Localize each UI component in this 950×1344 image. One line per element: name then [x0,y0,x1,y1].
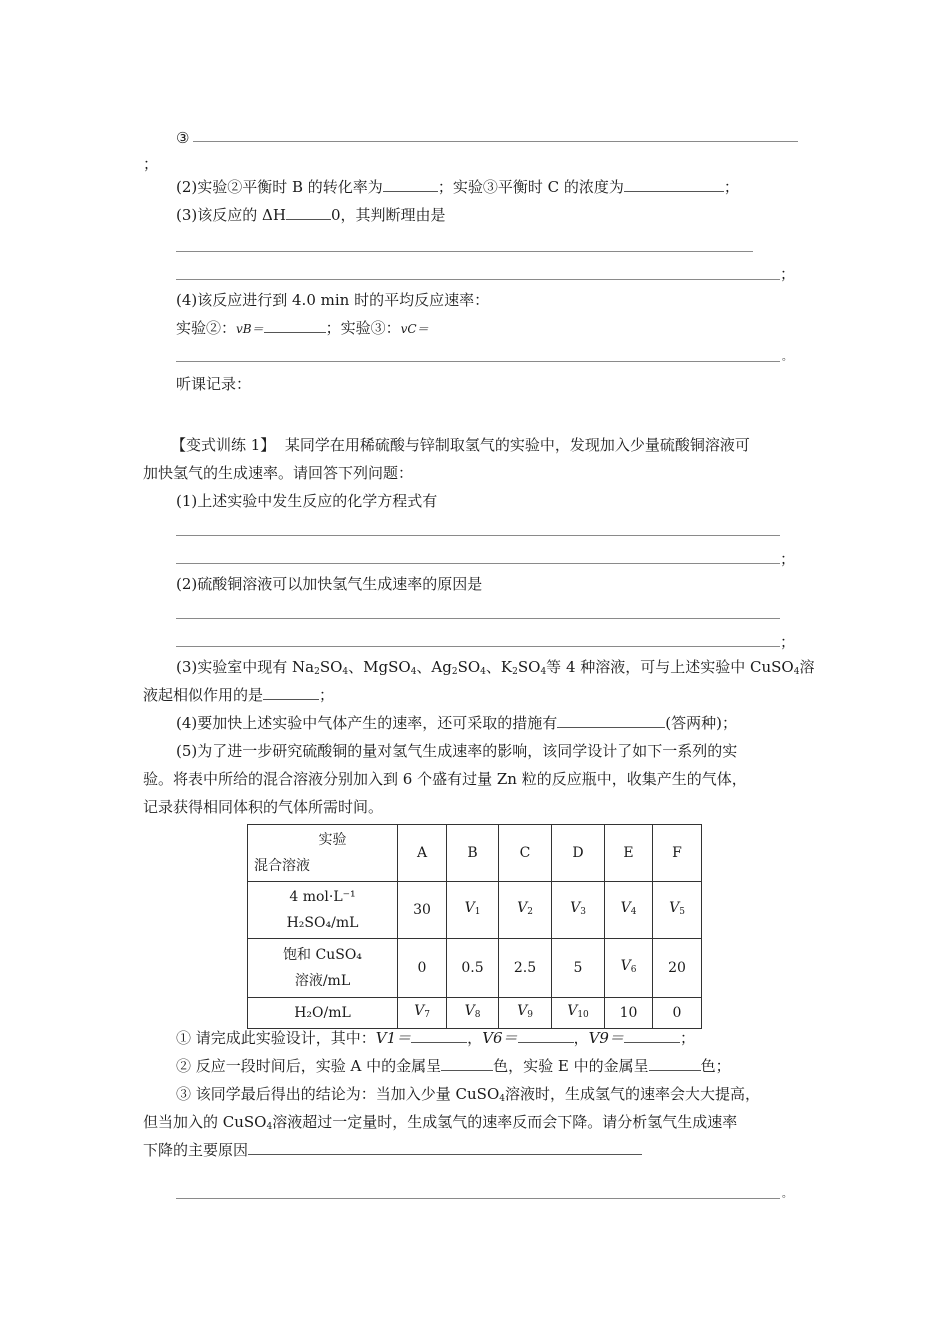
variant-intro-line2: 加快氢气的生成速率。请回答下列问题： [143,464,414,482]
question-4-title: (4)该反应进行到 4.0 min 时的平均反应速率： [176,291,490,309]
table-cell: 0.5 [447,939,499,998]
variable-index: 1 [474,907,481,917]
semicolon: ； [780,265,796,283]
table-corner-cell [248,825,398,882]
variant-q3-line2 [143,685,334,705]
text-fragment: 、Ag [416,658,452,676]
subquestion-3-line2 [143,1112,737,1137]
text-fragment: ② 反应一段时间后，实验 A 中的金属呈 [176,1057,442,1075]
answer-line[interactable] [176,279,780,280]
text-fragment: 液起相似作用的是 [143,686,264,704]
column-header: D [552,825,605,882]
subquestion-2 [176,1056,731,1076]
vB-label: vB＝ [236,322,264,336]
q2-prefix: (2)实验②平衡时 B 的转化率为 [176,178,383,196]
answer-line[interactable] [176,1198,780,1199]
subscript: 2 [512,667,518,677]
corner-top-label: 实验 [318,832,347,848]
answer-blank[interactable] [441,1056,493,1071]
subquestion-3-line3 [143,1140,642,1160]
answer-line[interactable] [193,141,798,142]
answer-blank[interactable] [518,1028,574,1043]
table-cell: 0 [398,939,447,998]
table-row [248,882,702,939]
answer-blank[interactable] [624,1028,680,1043]
q2-end: ； [723,178,739,196]
answer-blank[interactable] [264,318,326,333]
answer-blank[interactable] [649,1056,701,1071]
subscript: 4 [410,667,417,677]
variable-index: 10 [577,1010,589,1020]
q3-prefix: (3)该反应的 ΔH [176,206,286,224]
answer-blank[interactable] [624,177,724,192]
text-fragment: ③ 该同学最后得出的结论为：当加入少量 CuSO [176,1085,500,1103]
variable-symbol: V [464,900,475,916]
variable-symbol: V [669,900,680,916]
period: 。 [782,1189,792,1200]
table-cell [552,882,605,939]
answer-blank[interactable] [286,205,331,220]
q4-mid: ；实验③： [325,319,401,337]
table-cell [552,998,605,1029]
variant-q5-line3: 记录获得相同体积的气体所需时间。 [143,798,384,816]
variable-symbol: V [567,1003,578,1019]
variant-q4 [176,713,737,733]
variable-index: 7 [424,1010,430,1020]
table-cell: 20 [653,939,702,998]
notes-label: 听课记录： [176,375,252,393]
subquestion-1 [176,1028,695,1048]
answer-line[interactable] [176,361,780,362]
table-cell: 5 [552,939,605,998]
experiment-table [247,824,702,1029]
row-label [248,939,398,998]
variant-intro-line1 [171,435,750,455]
variant-intro: 某同学在用稀硫酸与锌制取氢气的实验中，发现加入少量硫酸铜溶液可 [284,436,750,454]
q4-prefix: 实验②： [176,319,237,337]
table-cell [605,882,653,939]
table-header-row [248,825,702,882]
text-fragment: SO [319,658,343,676]
table-cell [499,998,552,1029]
q2-mid: ；实验③平衡时 C 的浓度为 [437,178,624,196]
variable-symbol: V [414,1003,425,1019]
period: 。 [782,352,792,363]
table-cell [605,939,653,998]
text-fragment: 溶液超过一定量时，生成氢气的速率反而会下降。请分析氢气生成速率 [272,1113,738,1131]
variable-symbol: V [620,958,631,974]
text-fragment: 色，实验 E 中的金属呈 [493,1057,649,1075]
v6-label: V6＝ [482,1029,518,1047]
variable-symbol: V [464,1003,475,1019]
variant-title: 【变式训练 1】 [171,436,276,454]
text-fragment: 溶液/mL [294,973,351,989]
subscript: 2 [451,667,458,677]
table-cell: 2.5 [499,939,552,998]
variant-q2: (2)硫酸铜溶液可以加快氢气生成速率的原因是 [176,575,483,593]
variant-q3-line1 [176,657,814,682]
corner-bottom-label: 混合溶液 [254,858,310,874]
item3-label: ③ [176,129,190,147]
text-fragment: ， [573,1029,589,1047]
table-row [248,939,702,998]
text-fragment: ； [679,1029,695,1047]
semicolon: ； [780,633,796,651]
text-fragment: ； [319,686,335,704]
text-fragment: 溶 [799,658,815,676]
text-fragment: 、K [485,658,513,676]
column-header: E [605,825,653,882]
subscript: 2 [314,667,320,677]
answer-blank[interactable] [383,177,438,192]
answer-line[interactable] [176,563,780,564]
variable-index: 5 [679,907,685,917]
variant-q5-line2: 验。将表中所给的混合溶液分别加入到 6 个盛有过量 Zn 粒的反应瓶中，收集产生的气体， [143,770,747,788]
text-fragment: 但当加入的 CuSO [143,1113,267,1131]
column-header: B [447,825,499,882]
table-row [248,998,702,1029]
answer-blank[interactable] [411,1028,467,1043]
variable-symbol: V [620,900,631,916]
v1-label: V1＝ [375,1029,412,1047]
text-fragment: (答两种)； [665,714,737,732]
subscript: 4 [266,1122,273,1132]
table-cell: 0 [653,998,702,1029]
answer-line[interactable] [176,646,780,647]
text-fragment: SO [517,658,541,676]
column-header: F [653,825,702,882]
subscript: 4 [480,667,486,677]
subscript: 4 [540,667,547,677]
table-cell [447,998,499,1029]
subquestion-3-line1 [176,1084,760,1109]
text-fragment: (4)要加快上述实验中气体产生的速率，还可采取的措施有 [176,714,558,732]
text-fragment: 下降的主要原因 [143,1141,249,1159]
variable-index: 6 [630,965,637,975]
variable-index: 8 [474,1010,481,1020]
question-4-rates [176,318,429,339]
row-label [248,882,398,939]
variant-q1: (1)上述实验中发生反应的化学方程式有 [176,492,438,510]
answer-blank[interactable] [557,713,665,728]
variable-index: 4 [630,907,637,917]
column-header: A [398,825,447,882]
table-cell: 30 [398,882,447,939]
question-2 [176,177,739,197]
variant-q5-line1: (5)为了进一步研究硫酸铜的量对氢气生成速率的影响，该同学设计了如下一系列的实 [176,742,738,760]
variable-symbol: V [517,1003,528,1019]
text-fragment: 饱和 CuSO₄ [283,947,362,963]
row-label [248,998,398,1029]
subscript: 4 [342,667,349,677]
table-cell [653,882,702,939]
answer-blank[interactable] [263,685,319,700]
text-fragment: H₂O/mL [294,1005,351,1021]
text-fragment: 、MgSO [348,658,411,676]
text-fragment: 4 mol·L⁻¹ [289,889,356,905]
v9-label: V9＝ [588,1029,624,1047]
text-fragment: SO [457,658,481,676]
table-cell [447,882,499,939]
text-fragment: 溶液时，生成氢气的速率会大大提高， [504,1085,760,1103]
column-header: C [499,825,552,882]
variable-symbol: V [517,900,528,916]
subscript: 4 [499,1094,505,1104]
variable-symbol: V [570,900,581,916]
answer-line[interactable] [176,618,780,619]
variable-index: 3 [580,907,586,917]
subscript: 4 [793,667,800,677]
vC-label: vC＝ [400,322,429,336]
answer-line[interactable] [176,251,753,252]
text-fragment: 色； [700,1057,731,1075]
variable-index: 9 [527,1010,533,1020]
semicolon: ； [143,155,159,173]
question-3 [176,205,445,225]
answer-blank[interactable] [248,1140,642,1155]
q3-suffix: 0，其判断理由是 [330,206,446,224]
text-fragment: H₂SO₄/mL [286,915,359,931]
semicolon: ； [780,550,796,568]
table-cell: 10 [605,998,653,1029]
text-fragment: ① 请完成此实验设计，其中： [176,1029,376,1047]
text-fragment: 等 4 种溶液，可与上述实验中 CuSO [546,658,794,676]
table-cell [398,998,447,1029]
table-cell [499,882,552,939]
text-fragment: ， [467,1029,483,1047]
answer-line[interactable] [176,535,780,536]
text-fragment: (3)实验室中现有 Na [176,658,315,676]
variable-index: 2 [527,907,533,917]
